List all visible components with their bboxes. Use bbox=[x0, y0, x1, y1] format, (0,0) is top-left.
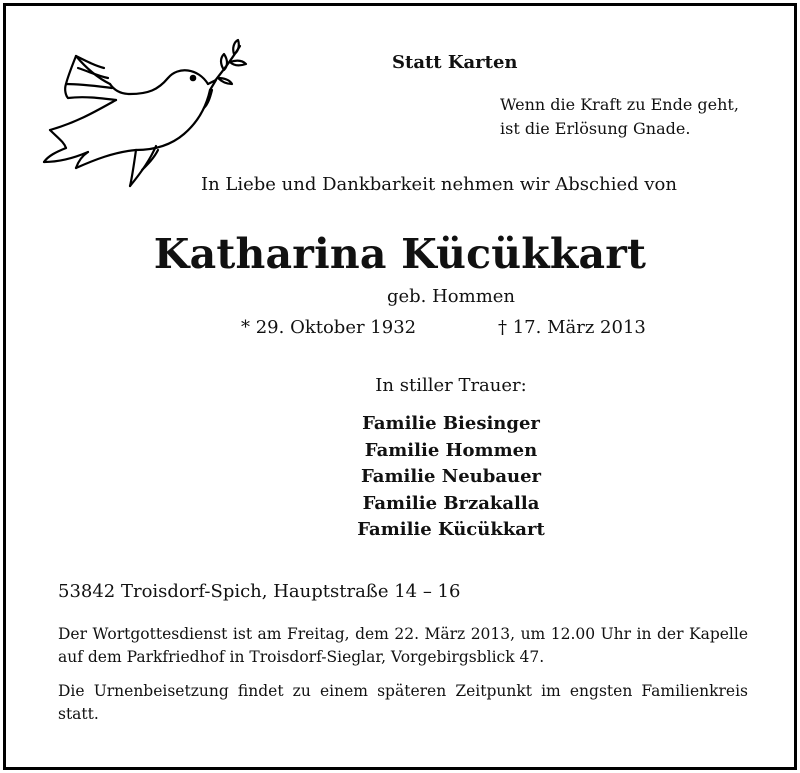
statt-karten-label: Statt Karten bbox=[392, 52, 518, 73]
deceased-name: Katharina Kücükkart bbox=[153, 230, 647, 278]
mourners-heading: In stiller Trauer: bbox=[375, 375, 527, 396]
quote-line: Wenn die Kraft zu Ende geht, bbox=[500, 95, 739, 114]
burial-notice: Die Urnenbeisetzung findet zu einem späteren Zeitpunkt im engsten Familienkreis statt. bbox=[58, 682, 748, 723]
mourner-list bbox=[0, 411, 800, 544]
quote-line: ist die Erlösung Gnade. bbox=[500, 119, 691, 138]
service-notice: Der Wortgottesdienst ist am Freitag, dem 22. März 2013, um 12.00 Uhr in der Kapelle auf dem Parkfriedhof in Troisdorf-Sieglar, Vorgebirgsblick 47. bbox=[58, 625, 748, 666]
mourner-family: Familie Hommen bbox=[364, 439, 538, 461]
mourner-family: Familie Neubauer bbox=[361, 466, 541, 487]
dove-with-olive-branch-icon bbox=[38, 38, 256, 190]
mourner-family: Familie Kücükkart bbox=[357, 519, 545, 540]
mourner-family: Familie Brzakalla bbox=[362, 492, 540, 514]
intro-text: In Liebe und Dankbarkeit nehmen wir Abschied von bbox=[201, 174, 677, 195]
birth-date: * 29. Oktober 1932 bbox=[241, 317, 417, 338]
mourner-family: Familie Biesinger bbox=[362, 413, 540, 434]
birth-name: geb. Hommen bbox=[386, 286, 516, 307]
death-date: † 17. März 2013 bbox=[498, 317, 646, 338]
family-address: 53842 Troisdorf-Spich, Hauptstraße 14 – 16 bbox=[58, 581, 461, 602]
quote bbox=[500, 93, 739, 141]
